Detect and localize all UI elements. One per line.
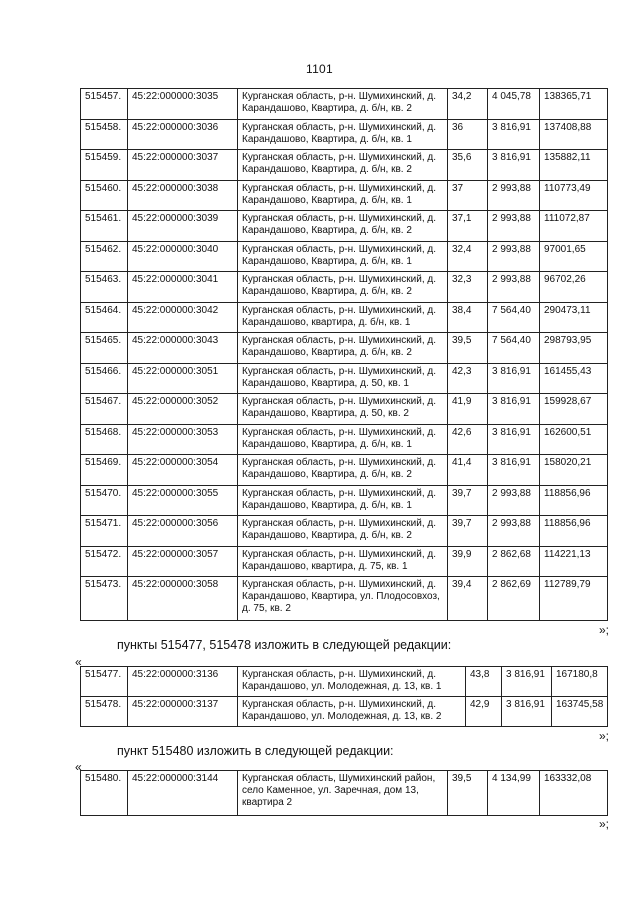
- closing-quote: »;: [598, 623, 609, 637]
- row-number-cell: 515469.: [81, 455, 128, 486]
- unit-price-cell: 3 816,91: [488, 363, 540, 394]
- row-number-cell: 515463.: [81, 272, 128, 303]
- opening-quote: «: [75, 655, 82, 669]
- cadastral-value-cell: 167180,8: [552, 667, 608, 697]
- area-cell: 38,4: [448, 302, 488, 333]
- address-cell: Курганская область, р-н. Шумихинский, д. Карандашово, Квартира, д. б/н, кв. 2: [238, 211, 448, 242]
- table-row: [81, 516, 608, 547]
- area-cell: 39,5: [448, 333, 488, 364]
- cadastral-value-cell: 290473,11: [540, 302, 608, 333]
- closing-quote: »;: [598, 729, 609, 743]
- unit-price-cell: 4 134,99: [488, 771, 540, 816]
- row-number-cell: 515466.: [81, 363, 128, 394]
- table-row: [81, 211, 608, 242]
- area-cell: 43,8: [466, 667, 502, 697]
- address-cell: Курганская область, Шумихинский район, село Каменное, ул. Заречная, дом 13, квартира 2: [238, 771, 448, 816]
- unit-price-cell: 3 816,91: [488, 150, 540, 181]
- table-row: [81, 150, 608, 181]
- unit-price-cell: 3 816,91: [488, 394, 540, 425]
- table-row: [81, 363, 608, 394]
- cadastral-number-cell: 45:22:000000:3043: [128, 333, 238, 364]
- cadastral-value-cell: 298793,95: [540, 333, 608, 364]
- area-cell: 39,5: [448, 771, 488, 816]
- cadastral-value-cell: 112789,79: [540, 577, 608, 621]
- table-row: [81, 697, 608, 727]
- table-row: [81, 272, 608, 303]
- cadastral-value-cell: 114221,13: [540, 546, 608, 577]
- row-number-cell: 515458.: [81, 119, 128, 150]
- cadastral-number-cell: 45:22:000000:3037: [128, 150, 238, 181]
- register-table-amended: [80, 770, 608, 816]
- address-cell: Курганская область, р-н. Шумихинский, д. Карандашово, Квартира, д. б/н, кв. 1: [238, 241, 448, 272]
- area-cell: 39,4: [448, 577, 488, 621]
- table-row: [81, 180, 608, 211]
- row-number-cell: 515457.: [81, 89, 128, 120]
- cadastral-number-cell: 45:22:000000:3036: [128, 119, 238, 150]
- table-row: [81, 485, 608, 516]
- register-table-amended: [80, 666, 608, 727]
- table-row: [81, 333, 608, 364]
- cadastral-value-cell: 163332,08: [540, 771, 608, 816]
- address-cell: Курганская область, р-н. Шумихинский, д. Карандашово, Квартира, д. б/н, кв. 2: [238, 272, 448, 303]
- cadastral-number-cell: 45:22:000000:3053: [128, 424, 238, 455]
- cadastral-value-cell: 118856,96: [540, 516, 608, 547]
- address-cell: Курганская область, р-н. Шумихинский, д. Карандашово, Квартира, д. 50, кв. 2: [238, 394, 448, 425]
- area-cell: 42,6: [448, 424, 488, 455]
- row-number-cell: 515478.: [81, 697, 128, 727]
- cadastral-number-cell: 45:22:000000:3058: [128, 577, 238, 621]
- row-number-cell: 515473.: [81, 577, 128, 621]
- cadastral-number-cell: 45:22:000000:3054: [128, 455, 238, 486]
- area-cell: 39,7: [448, 516, 488, 547]
- unit-price-cell: 2 993,88: [488, 485, 540, 516]
- cadastral-value-cell: 97001,65: [540, 241, 608, 272]
- address-cell: Курганская область, р-н. Шумихинский, д. Карандашово, Квартира, д. б/н, кв. 1: [238, 119, 448, 150]
- area-cell: 34,2: [448, 89, 488, 120]
- cadastral-number-cell: 45:22:000000:3039: [128, 211, 238, 242]
- row-number-cell: 515459.: [81, 150, 128, 181]
- cadastral-value-cell: 159928,67: [540, 394, 608, 425]
- table-row: [81, 455, 608, 486]
- page-number: 1101: [305, 62, 333, 76]
- address-cell: Курганская область, р-н. Шумихинский, д. Карандашово, Квартира, д. б/н, кв. 2: [238, 150, 448, 181]
- address-cell: Курганская область, р-н. Шумихинский, д. Карандашово, Квартира, д. б/н, кв. 1: [238, 485, 448, 516]
- cadastral-number-cell: 45:22:000000:3041: [128, 272, 238, 303]
- table-row: [81, 424, 608, 455]
- unit-price-cell: 2 993,88: [488, 516, 540, 547]
- cadastral-value-cell: 110773,49: [540, 180, 608, 211]
- cadastral-value-cell: 137408,88: [540, 119, 608, 150]
- unit-price-cell: 2 862,69: [488, 577, 540, 621]
- cadastral-number-cell: 45:22:000000:3040: [128, 241, 238, 272]
- row-number-cell: 515477.: [81, 667, 128, 697]
- table-row: [81, 667, 608, 697]
- cadastral-value-cell: 158020,21: [540, 455, 608, 486]
- area-cell: 37,1: [448, 211, 488, 242]
- cadastral-value-cell: 118856,96: [540, 485, 608, 516]
- cadastral-number-cell: 45:22:000000:3137: [128, 697, 238, 727]
- cadastral-value-cell: 163745,58: [552, 697, 608, 727]
- unit-price-cell: 4 045,78: [488, 89, 540, 120]
- unit-price-cell: 3 816,91: [502, 697, 552, 727]
- cadastral-value-cell: 162600,51: [540, 424, 608, 455]
- cadastral-number-cell: 45:22:000000:3144: [128, 771, 238, 816]
- row-number-cell: 515480.: [81, 771, 128, 816]
- address-cell: Курганская область, р-н. Шумихинский, д. Карандашово, Квартира, д. б/н, кв. 1: [238, 180, 448, 211]
- cadastral-value-cell: 161455,43: [540, 363, 608, 394]
- row-number-cell: 515461.: [81, 211, 128, 242]
- cadastral-number-cell: 45:22:000000:3042: [128, 302, 238, 333]
- address-cell: Курганская область, р-н. Шумихинский, д. Карандашово, Квартира, д. 50, кв. 1: [238, 363, 448, 394]
- cadastral-number-cell: 45:22:000000:3056: [128, 516, 238, 547]
- opening-quote: «: [75, 760, 82, 774]
- cadastral-value-cell: 111072,87: [540, 211, 608, 242]
- area-cell: 36: [448, 119, 488, 150]
- area-cell: 42,9: [466, 697, 502, 727]
- row-number-cell: 515465.: [81, 333, 128, 364]
- cadastral-number-cell: 45:22:000000:3052: [128, 394, 238, 425]
- area-cell: 32,3: [448, 272, 488, 303]
- address-cell: Курганская область, р-н. Шумихинский, д. Карандашово, Квартира, д. б/н, кв. 2: [238, 516, 448, 547]
- table-row: [81, 119, 608, 150]
- unit-price-cell: 2 993,88: [488, 272, 540, 303]
- row-number-cell: 515470.: [81, 485, 128, 516]
- row-number-cell: 515464.: [81, 302, 128, 333]
- address-cell: Курганская область, р-н. Шумихинский, д. Карандашово, Квартира, ул. Плодосовхоз, д. 75, кв. 2: [238, 577, 448, 621]
- cadastral-number-cell: 45:22:000000:3051: [128, 363, 238, 394]
- unit-price-cell: 7 564,40: [488, 333, 540, 364]
- row-number-cell: 515467.: [81, 394, 128, 425]
- row-number-cell: 515468.: [81, 424, 128, 455]
- address-cell: Курганская область, р-н. Шумихинский, д. Карандашово, Квартира, д. б/н, кв. 2: [238, 333, 448, 364]
- register-table-main: [80, 88, 608, 621]
- area-cell: 42,3: [448, 363, 488, 394]
- cadastral-number-cell: 45:22:000000:3035: [128, 89, 238, 120]
- area-cell: 41,4: [448, 455, 488, 486]
- unit-price-cell: 7 564,40: [488, 302, 540, 333]
- table-row: [81, 89, 608, 120]
- area-cell: 39,9: [448, 546, 488, 577]
- unit-price-cell: 2 993,88: [488, 211, 540, 242]
- address-cell: Курганская область, р-н. Шумихинский, д. Карандашово, Квартира, д. б/н, кв. 2: [238, 455, 448, 486]
- unit-price-cell: 2 993,88: [488, 241, 540, 272]
- unit-price-cell: 3 816,91: [488, 455, 540, 486]
- area-cell: 32,4: [448, 241, 488, 272]
- unit-price-cell: 2 993,88: [488, 180, 540, 211]
- cadastral-number-cell: 45:22:000000:3055: [128, 485, 238, 516]
- address-cell: Курганская область, р-н. Шумихинский, д. Карандашово, Квартира, д. б/н, кв. 1: [238, 424, 448, 455]
- table-row: [81, 771, 608, 816]
- address-cell: Курганская область, р-н. Шумихинский, д. Карандашово, квартира, д. 75, кв. 1: [238, 546, 448, 577]
- unit-price-cell: 3 816,91: [488, 119, 540, 150]
- cadastral-number-cell: 45:22:000000:3057: [128, 546, 238, 577]
- table-row: [81, 302, 608, 333]
- table-row: [81, 241, 608, 272]
- cadastral-value-cell: 138365,71: [540, 89, 608, 120]
- area-cell: 37: [448, 180, 488, 211]
- table-row: [81, 546, 608, 577]
- row-number-cell: 515471.: [81, 516, 128, 547]
- unit-price-cell: 2 862,68: [488, 546, 540, 577]
- amendment-paragraph: пункт 515480 изложить в следующей редакции:: [117, 744, 394, 758]
- table-row: [81, 577, 608, 621]
- amendment-paragraph: пункты 515477, 515478 изложить в следующей редакции:: [117, 638, 452, 652]
- area-cell: 35,6: [448, 150, 488, 181]
- row-number-cell: 515472.: [81, 546, 128, 577]
- row-number-cell: 515460.: [81, 180, 128, 211]
- row-number-cell: 515462.: [81, 241, 128, 272]
- unit-price-cell: 3 816,91: [502, 667, 552, 697]
- address-cell: Курганская область, р-н. Шумихинский, д. Карандашово, Квартира, д. б/н, кв. 2: [238, 89, 448, 120]
- cadastral-number-cell: 45:22:000000:3038: [128, 180, 238, 211]
- cadastral-value-cell: 96702,26: [540, 272, 608, 303]
- cadastral-number-cell: 45:22:000000:3136: [128, 667, 238, 697]
- closing-quote: »;: [598, 817, 609, 831]
- table-row: [81, 394, 608, 425]
- area-cell: 39,7: [448, 485, 488, 516]
- area-cell: 41,9: [448, 394, 488, 425]
- address-cell: Курганская область, р-н. Шумихинский, д. Карандашово, квартира, д. б/н, кв. 1: [238, 302, 448, 333]
- address-cell: Курганская область, р-н. Шумихинский, д. Карандашово, ул. Молодежная, д. 13, кв. 1: [238, 667, 466, 697]
- cadastral-value-cell: 135882,11: [540, 150, 608, 181]
- address-cell: Курганская область, р-н. Шумихинский, д. Карандашово, ул. Молодежная, д. 13, кв. 2: [238, 697, 466, 727]
- unit-price-cell: 3 816,91: [488, 424, 540, 455]
